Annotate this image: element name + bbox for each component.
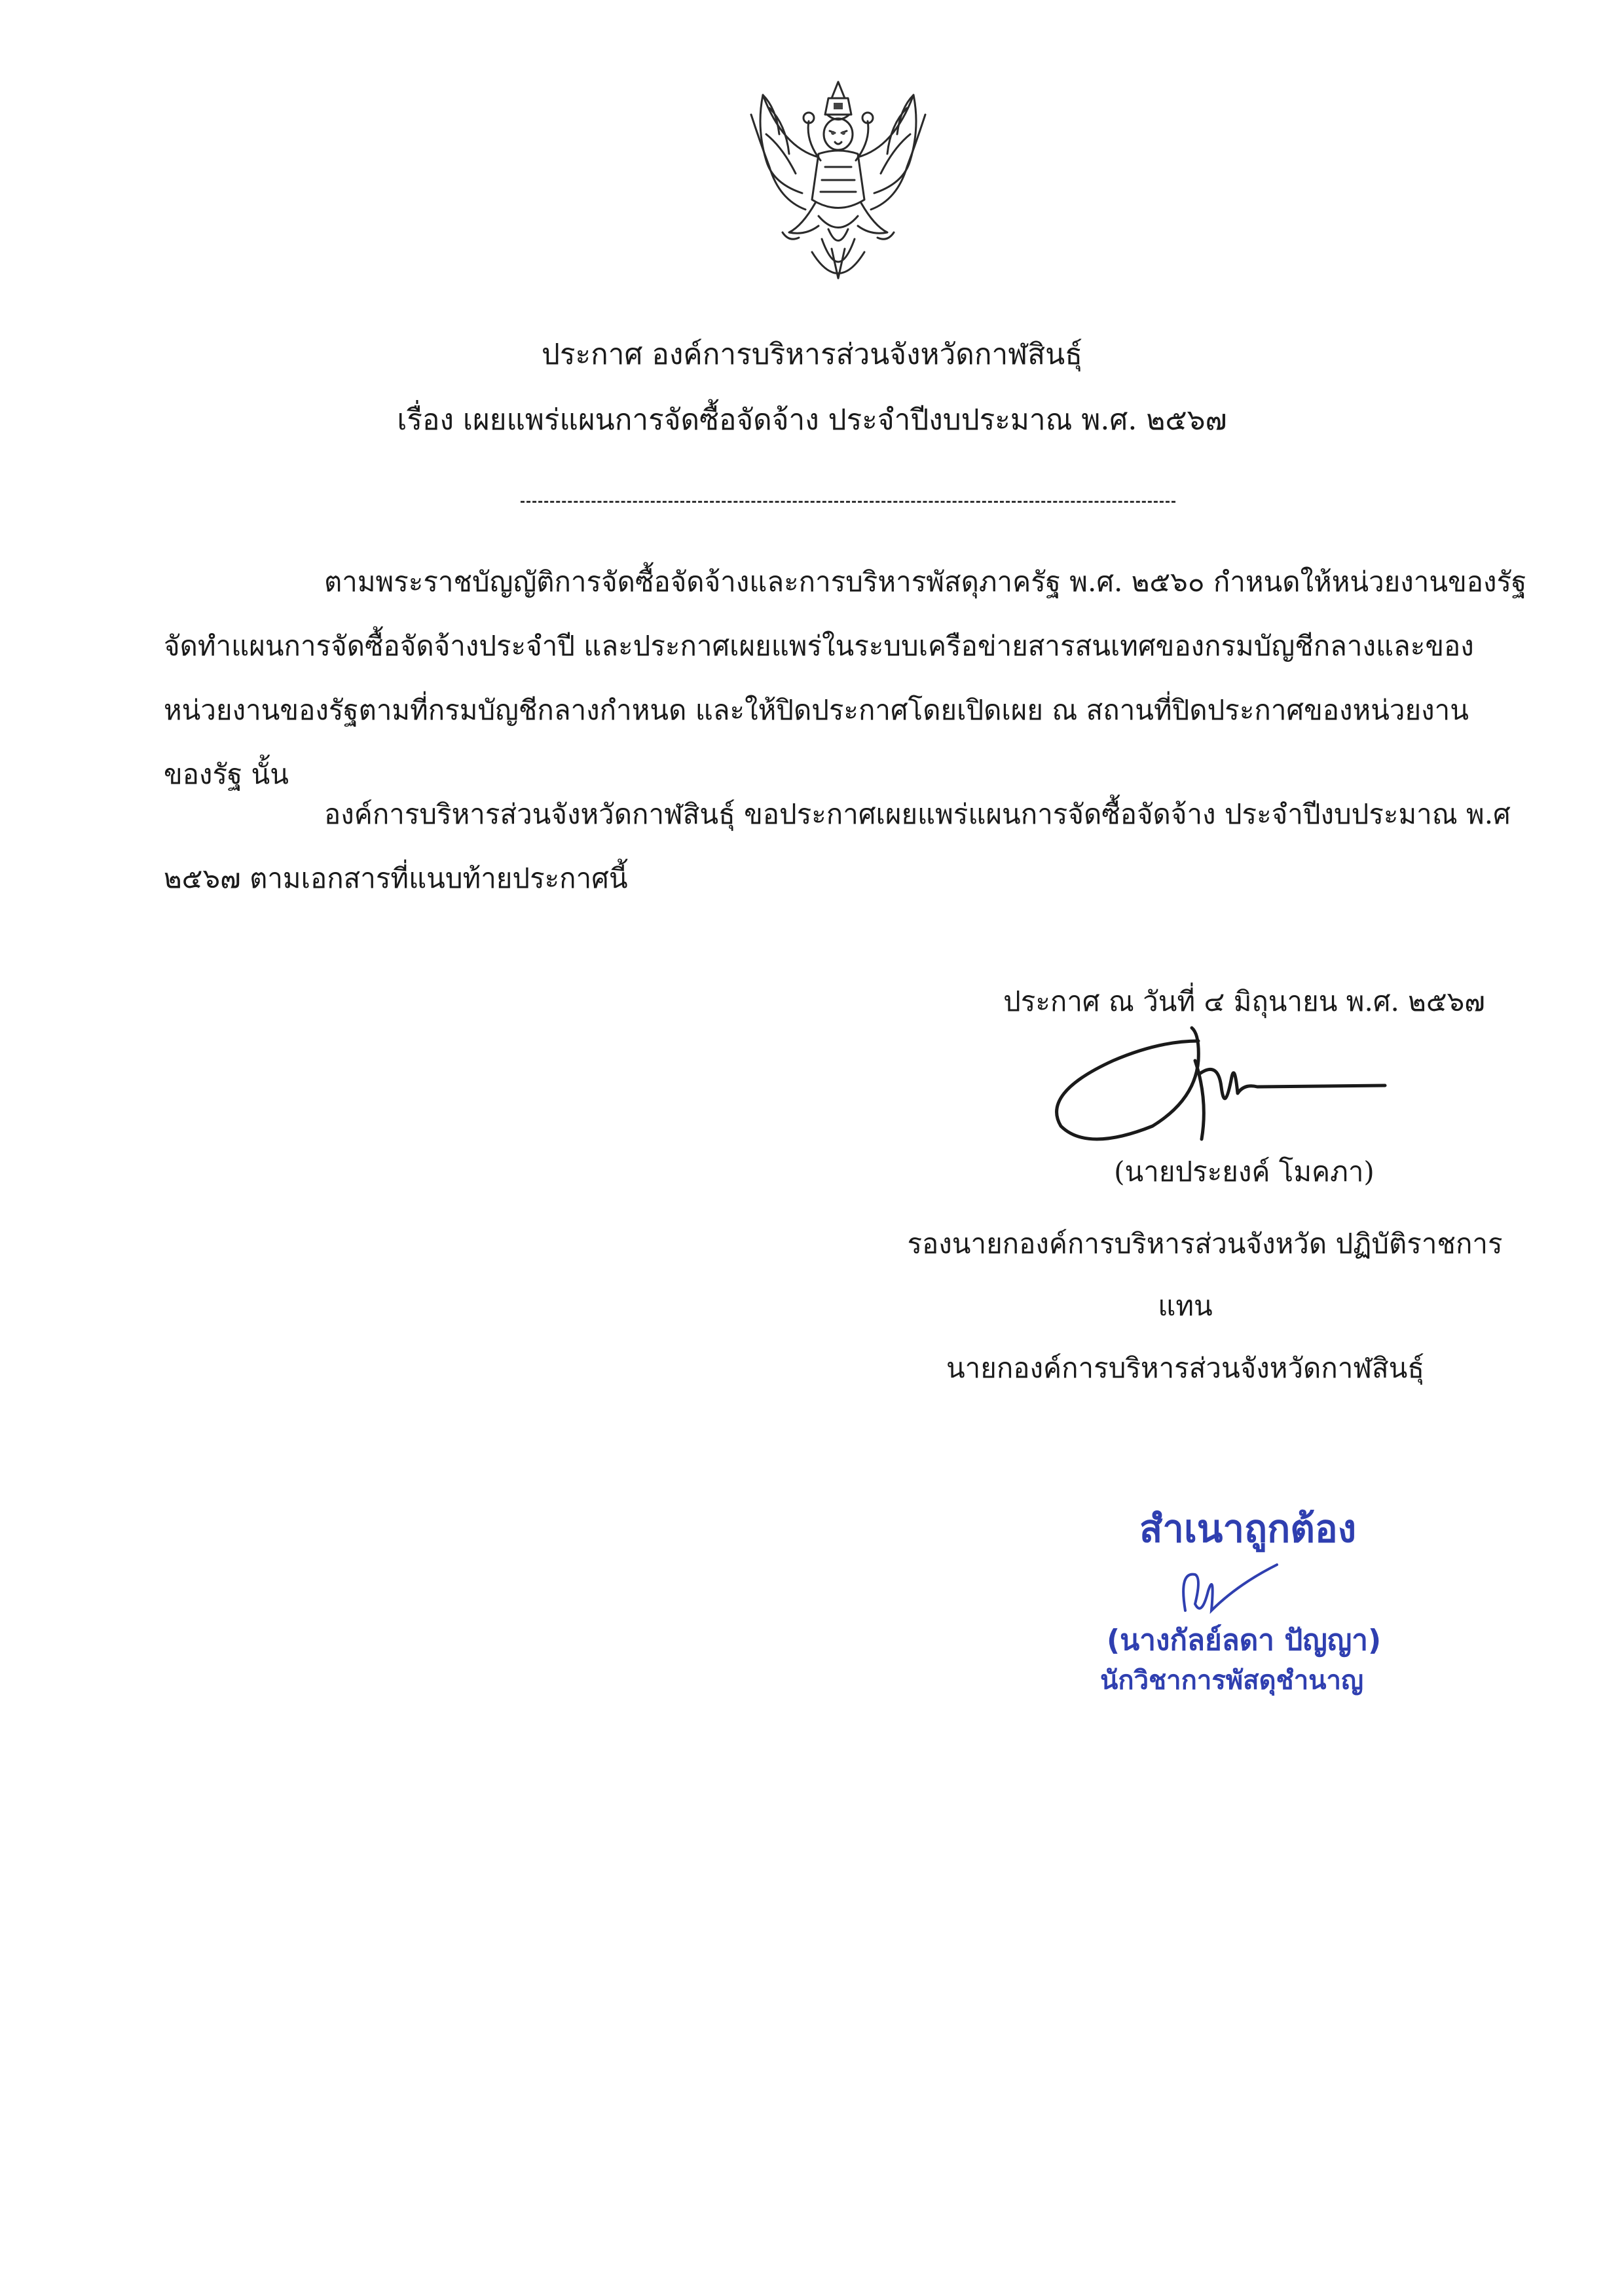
body-paragraph-1 bbox=[164, 550, 1527, 807]
signer-position: รองนายกองค์การบริหารส่วนจังหวัด ปฏิบัติราชการ bbox=[907, 1228, 1503, 1260]
signer-title: นายกองค์การบริหารส่วนจังหวัดกาฬสินธุ์ bbox=[946, 1352, 1425, 1384]
paragraph-line: ตามพระราชบัญญัติการจัดซื้อจัดจ้างและการบริหารพัสดุภาครัฐ พ.ศ. ๒๕๖๐ กำหนดให้หน่วยงานของรัฐ bbox=[324, 566, 1527, 598]
stamp-label: สำเนาถูกต้อง bbox=[1139, 1506, 1357, 1551]
stamp-signature bbox=[1183, 1565, 1277, 1611]
garuda-emblem bbox=[743, 69, 933, 295]
announcement-subject: เรื่อง เผยแพร่แผนการจัดซื้อจัดจ้าง ประจำปีงบประมาณ พ.ศ. ๒๕๖๗ bbox=[397, 403, 1227, 437]
paragraph-line: จัดทำแผนการจัดซื้อจัดจ้างประจำปี และประกาศเผยแพร่ในระบบเครือข่ายสารสนเทศของกรมบัญชีกลางและของ bbox=[164, 630, 1474, 662]
paragraph-line: ของรัฐ นั้น bbox=[164, 758, 289, 790]
title-divider bbox=[521, 501, 1175, 503]
paragraph-line: หน่วยงานของรัฐตามที่กรมบัญชีกลางกำหนด และให้ปิดประกาศโดยเปิดเผย ณ สถานที่ปิดประกาศของหน่วยงาน bbox=[164, 694, 1469, 726]
stamp-name: (นางกัลย์ลดา ปัญญา) bbox=[1107, 1624, 1382, 1657]
signer-name: (นายประยงค์ โมคภา) bbox=[1114, 1156, 1375, 1188]
handwritten-signature bbox=[1022, 1021, 1414, 1159]
stamp-position: นักวิชาการพัสดุชำนาญ bbox=[1100, 1666, 1364, 1696]
signer-on-behalf: แทน bbox=[1158, 1290, 1213, 1322]
paragraph-line: องค์การบริหารส่วนจังหวัดกาฬสินธุ์ ขอประกาศเผยแพร่แผนการจัดซื้อจัดจ้าง ประจำปีงบประมาณ พ.ศ bbox=[324, 798, 1511, 830]
certified-copy-stamp bbox=[1087, 1493, 1454, 1696]
paragraph-line: ๒๕๖๗ ตามเอกสารที่แนบท้ายประกาศนี้ bbox=[164, 862, 628, 894]
body-paragraph-2 bbox=[164, 782, 1511, 911]
announcement-date: ประกาศ ณ วันที่ ๔ มิถุนายน พ.ศ. ๒๕๖๗ bbox=[1003, 985, 1485, 1017]
announcement-title: ประกาศ องค์การบริหารส่วนจังหวัดกาฬสินธุ์ bbox=[541, 338, 1083, 371]
